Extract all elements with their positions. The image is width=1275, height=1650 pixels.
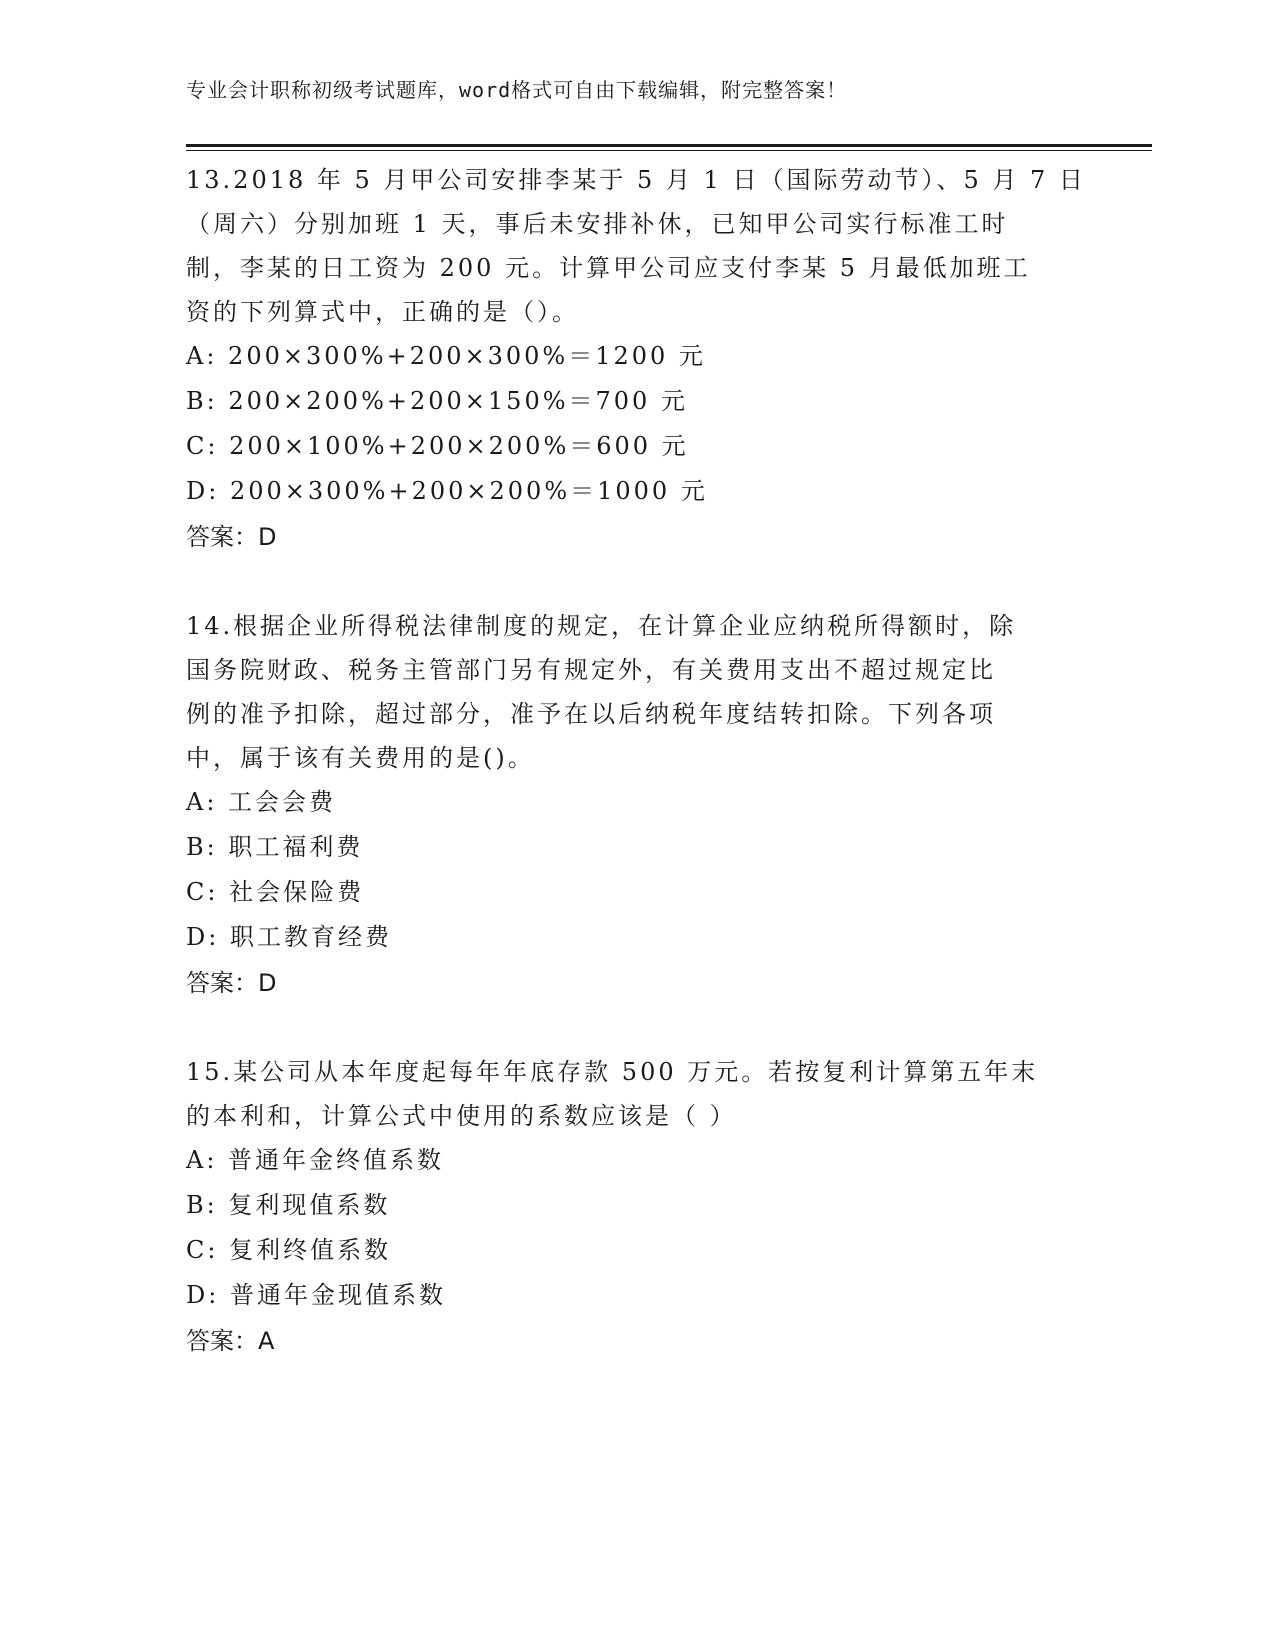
question-stem: 13.2018 年 5 月甲公司安排李某于 5 月 1 日（国际劳动节）、5 月 7 日 （周六）分别加班 1 天，事后未安排补休，已知甲公司实行标准工时 制，李某的日工资为 200 元。计算甲公司应支付李某 5 月最低加班工 资的下列算式中，正确的是（）。	[186, 166, 1086, 326]
question-13	[186, 158, 1086, 560]
answer-text: 答案：D	[186, 969, 277, 997]
answer-text: 答案：A	[186, 1327, 275, 1355]
answer-text: 答案：D	[186, 523, 277, 551]
option-d: D: 职工教育经费	[186, 923, 392, 951]
question-stem: 15.某公司从本年度起每年年底存款 500 万元。若按复利计算第五年末 的本利和，计算公式中使用的系数应该是（ ）	[186, 1058, 1039, 1130]
option-a: A: 普通年金终值系数	[186, 1146, 445, 1174]
option-c: C: 复利终值系数	[186, 1236, 392, 1264]
question-15	[186, 1050, 1086, 1364]
option-b: B: 200×200%+200×150%＝700 元	[186, 387, 688, 415]
question-14	[186, 604, 1086, 1006]
option-b: B: 职工福利费	[186, 833, 364, 861]
header-rule-thin	[186, 150, 1152, 151]
question-stem: 14.根据企业所得税法律制度的规定，在计算企业应纳税所得额时，除 国务院财政、税务主管部门另有规定外，有关费用支出不超过规定比 例的准予扣除，超过部分，准予在以后纳税年度结转扣除。下列各项 中，属于该有关费用的是()。	[186, 612, 1017, 772]
option-c: C: 200×100%+200×200%＝600 元	[186, 432, 689, 460]
question-list	[186, 158, 1086, 1408]
option-c: C: 社会保险费	[186, 878, 365, 906]
option-d: D: 普通年金现值系数	[186, 1281, 446, 1309]
page-header: 专业会计职称初级考试题库，word格式可自由下载编辑，附完整答案！	[186, 78, 848, 102]
option-d: D: 200×300%+200×200%＝1000 元	[186, 477, 708, 505]
option-a: A: 工会会费	[186, 788, 337, 816]
option-a: A: 200×300%+200×300%＝1200 元	[186, 342, 706, 370]
option-b: B: 复利现值系数	[186, 1191, 391, 1219]
header-rule-thick	[186, 144, 1152, 147]
